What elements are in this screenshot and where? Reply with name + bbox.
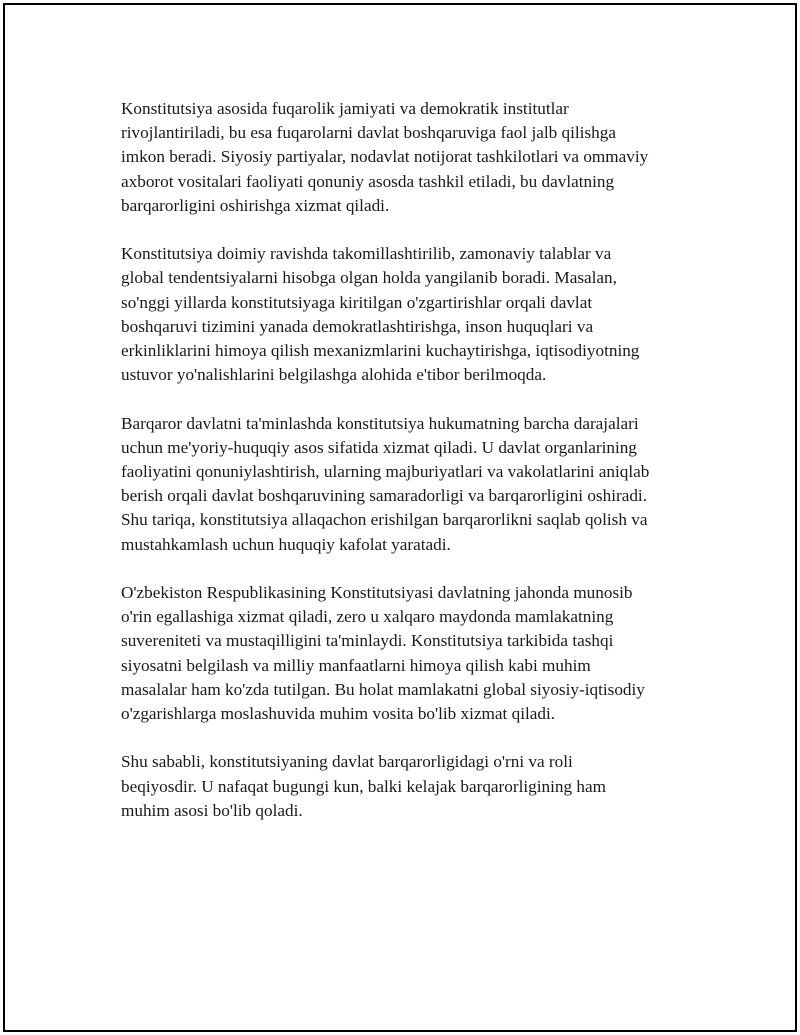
text-line: boshqaruvi tizimini yanada demokratlashtirishga, inson huquqlari va xyxy=(121,316,594,336)
text-line: beqiyosdir. U nafaqat bugungi kun, balki kelajak barqarorligining ham xyxy=(121,776,606,796)
text-line: imkon beradi. Siyosiy partiyalar, nodavlat notijorat tashkilotlari va ommaviy xyxy=(121,147,649,167)
text-line: o'zgarishlarga moslashuvida muhim vosita bo'lib xizmat qiladi. xyxy=(121,704,556,724)
text-line: mustahkamlash uchun huquqiy kafolat yaratadi. xyxy=(121,534,451,554)
text-line: Konstitutsiya asosida fuqarolik jamiyati va demokratik institutlar xyxy=(121,99,569,118)
text-line: rivojlantiriladi, bu esa fuqarolarni davlat boshqaruviga faol jalb qilishga xyxy=(121,123,616,143)
text-line: Konstitutsiya doimiy ravishda takomillashtirilib, zamonaviy talablar va xyxy=(121,244,612,264)
text-line: masalalar ham ko'zda tutilgan. Bu holat mamlakatni global siyosiy-iqtisodiy xyxy=(121,679,645,699)
text-line: erkinliklarini himoya qilish mexanizmlarini kuchaytirishga, iqtisodiyotning xyxy=(121,341,640,361)
text-line: axborot vositalari faoliyati qonuniy asosda tashkil etiladi, bu davlatning xyxy=(121,171,615,191)
text-line: muhim asosi bo'lib qoladi. xyxy=(121,800,303,820)
text-line: suvereniteti va mustaqilligini ta'minlaydi. Konstitutsiya tarkibida tashqi xyxy=(121,631,614,651)
text-line: faoliyatini qonuniylashtirish, ularning majburiyatlari va vakolatlarini aniqlab xyxy=(121,462,650,482)
paragraph-2 xyxy=(121,242,697,387)
text-line: global tendentsiyalarni hisobga olgan holda yangilanib boradi. Masalan, xyxy=(121,268,617,288)
text-line: ustuvor yo'nalishlarini belgilashga alohida e'tibor berilmoqda. xyxy=(121,365,547,385)
text-line: uchun me'yoriy-huquqiy asos sifatida xizmat qiladi. U davlat organlarining xyxy=(121,437,637,457)
paragraph-4 xyxy=(121,581,697,726)
document-body xyxy=(121,97,697,847)
text-line: berish orqali davlat boshqaruvining samaradorligi va barqarorligini oshiradi. xyxy=(121,486,647,506)
text-line: siyosatni belgilash va milliy manfaatlarni himoya qilish kabi muhim xyxy=(121,655,591,675)
paragraph-5 xyxy=(121,750,697,823)
page-frame xyxy=(3,3,797,1032)
text-line: so'nggi yillarda konstitutsiyaga kiritilgan o'zgartirishlar orqali davlat xyxy=(121,292,593,312)
text-line: barqarorligini oshirishga xizmat qiladi. xyxy=(121,195,390,215)
text-line: Shu sababli, konstitutsiyaning davlat barqarorligidagi o'rni va roli xyxy=(121,752,573,772)
paragraph-3 xyxy=(121,412,697,557)
text-line: o'rin egallashiga xizmat qiladi, zero u xalqaro maydonda mamlakatning xyxy=(121,607,614,627)
text-line: Barqaror davlatni ta'minlashda konstitutsiya hukumatning barcha darajalari xyxy=(121,413,639,433)
text-line: Shu tariqa, konstitutsiya allaqachon erishilgan barqarorlikni saqlab qolish va xyxy=(121,510,648,530)
text-line: O'zbekiston Respublikasining Konstitutsiyasi davlatning jahonda munosib xyxy=(121,583,633,603)
paragraph-1 xyxy=(121,97,697,218)
